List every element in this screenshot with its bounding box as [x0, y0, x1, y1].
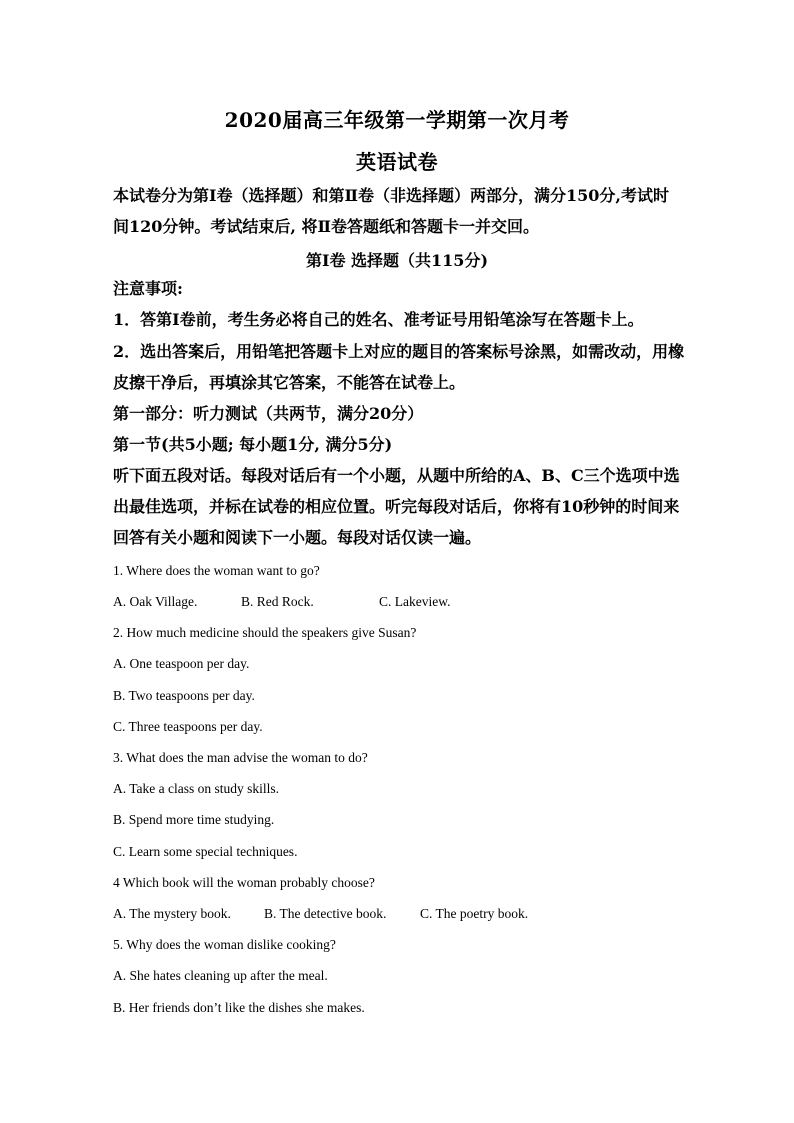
section-1-title: 第I卷 选择题（共115分): [305, 251, 489, 270]
intro-line-2: 间120分钟。考试结束后, 将Ⅱ卷答题纸和答题卡一并交回。: [113, 217, 540, 236]
instructions-line-1: 听下面五段对话。每段对话后有一个小题，从题中所给的A、B、C三个选项中选: [113, 466, 680, 485]
instructions-line-2: 出最佳选项，并标在试卷的相应位置。听完每段对话后，你将有10秒钟的时间来: [113, 497, 680, 516]
question-2-option-c: C. Three teaspoons per day.: [113, 719, 263, 734]
question-1: 1. Where does the woman want to go?: [113, 563, 320, 578]
question-4: 4 Which book will the woman probably choose?: [113, 875, 375, 890]
notes-heading: 注意事项:: [113, 279, 183, 298]
notes-item-2-line-2: 皮擦干净后，再填涂其它答案，不能答在试卷上。: [113, 373, 466, 392]
part-1-title: 第一部分：听力测试（共两节，满分20分）: [113, 404, 424, 423]
question-2-option-a: A. One teaspoon per day.: [113, 656, 250, 671]
question-3-option-c: C. Learn some special techniques.: [113, 844, 298, 859]
question-1-option-c: C. Lakeview.: [379, 594, 451, 609]
question-1-option-b: B. Red Rock.: [241, 594, 314, 609]
exam-title: 2020届高三年级第一学期第一次月考: [224, 108, 570, 132]
part-1-section-1: 第一节(共5小题; 每小题1分, 满分5分): [113, 435, 393, 454]
question-5-option-a: A. She hates cleaning up after the meal.: [113, 968, 328, 983]
question-2: 2. How much medicine should the speakers give Susan?: [113, 625, 417, 640]
question-1-option-a: A. Oak Village.: [113, 594, 198, 609]
question-3-option-b: B. Spend more time studying.: [113, 812, 275, 827]
question-2-option-b: B. Two teaspoons per day.: [113, 688, 255, 703]
question-4-option-b: B. The detective book.: [264, 906, 387, 921]
question-3: 3. What does the man advise the woman to do?: [113, 750, 368, 765]
question-4-option-a: A. The mystery book.: [113, 906, 231, 921]
intro-line-1: 本试卷分为第Ⅰ卷（选择题）和第Ⅱ卷（非选择题）两部分，满分150分,考试时: [113, 186, 669, 205]
exam-subject: 英语试卷: [356, 150, 438, 174]
question-3-option-a: A. Take a class on study skills.: [113, 781, 280, 796]
notes-item-2-line-1: 2．选出答案后，用铅笔把答题卡上对应的题目的答案标号涂黑，如需改动，用橡: [113, 342, 685, 361]
question-5: 5. Why does the woman dislike cooking?: [113, 937, 336, 952]
notes-item-1: 1．答第Ⅰ卷前，考生务必将自己的姓名、准考证号用铅笔涂写在答题卡上。: [113, 310, 644, 329]
instructions-line-3: 回答有关小题和阅读下一小题。每段对话仅读一遍。: [113, 528, 482, 547]
question-4-option-c: C. The poetry book.: [420, 906, 529, 921]
question-5-option-b: B. Her friends don’t like the dishes she makes.: [113, 1000, 365, 1015]
